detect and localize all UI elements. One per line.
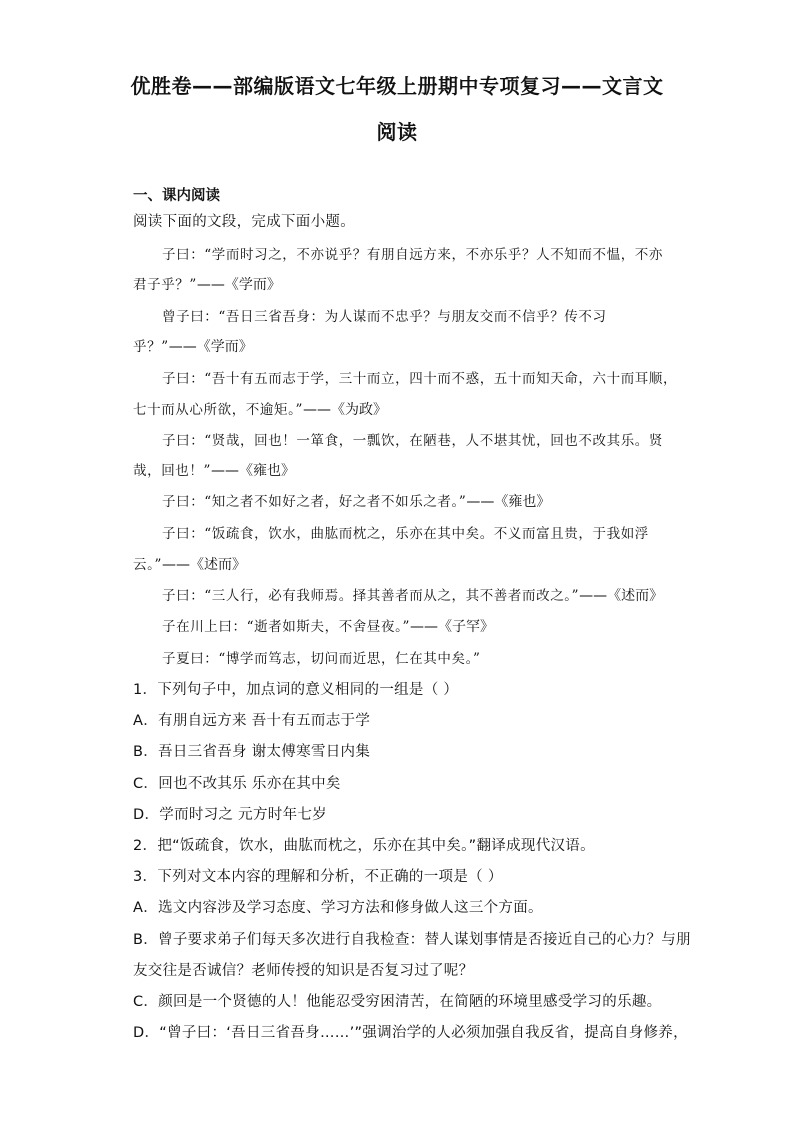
question-2-stem: 2．把“饭疏食，饮水，曲肱而枕之，乐亦在其中矣。”翻译成现代汉语。 <box>133 838 595 854</box>
passage-9-line-1: 子夏曰：“博学而笃志，切问而近思，仁在其中矣。” <box>162 651 481 667</box>
passage-5-source: ——《雍也》 <box>466 494 551 510</box>
passage-7-source: ——《述而》 <box>579 588 664 604</box>
passage-6-line-1: 子曰：“饭疏食，饮水，曲肱而枕之，乐亦在其中矣。不义而富且贵，于我如浮 <box>162 526 649 542</box>
passage-5-text: 子曰：“知之者不如好之者，好之者不如乐之者。” <box>162 494 467 510</box>
passage-7-line-1 <box>162 587 663 605</box>
passage-4-line-1: 子曰：“贤哉，回也！一箪食，一瓢饮，在陋巷，人不堪其忧，回也不改其乐。贤 <box>162 433 664 449</box>
question-3-option-c: C．颜回是一个贤德的人！他能忍受穷困清苦，在简陋的环境里感受学习的乐趣。 <box>133 994 662 1010</box>
question-3-option-b-line-2: 友交往是否诚信？老师传授的知识是否复习过了呢？ <box>133 963 474 979</box>
passage-4-source: ——《雍也》 <box>211 463 296 479</box>
question-3-option-b-line-1: B．曾子要求弟子们每天多次进行自我检查：替人谋划事情是否接近自己的心力？与朋 <box>133 932 691 948</box>
passage-2-text-end: 乎？” <box>133 339 169 355</box>
passage-6-source: ——《述而》 <box>161 557 246 573</box>
passage-6-text-end: 云。” <box>133 557 162 573</box>
question-1-option-d: D．学而时习之 元方时年七岁 <box>133 807 327 823</box>
passage-2-line-2 <box>133 338 253 356</box>
passage-1-line-2 <box>133 276 281 294</box>
question-3-option-d: D．“曾子曰：‘吾日三省吾身……’”强调治学的人必须加强自我反省，提高自身修养， <box>133 1025 688 1041</box>
question-1-option-c: C．回也不改其乐 乐亦在其中矣 <box>133 776 341 792</box>
passage-7-text: 子曰：“三人行，必有我师焉。择其善者而从之，其不善者而改之。” <box>162 588 580 604</box>
passage-1-line-1: 子曰：“学而时习之，不亦说乎？有朋自远方来，不亦乐乎？人不知而不愠，不亦 <box>162 247 664 263</box>
question-1-stem: 1．下列句子中，加点词的意义相同的一组是（ ） <box>133 682 459 698</box>
passage-6-line-2 <box>133 556 246 574</box>
passage-4-text-end: 哉，回也！” <box>133 463 212 479</box>
passage-1-text-end: 君子乎？” <box>133 277 197 293</box>
passage-3-line-1: 子曰：“吾十有五而志于学，三十而立，四十而不惑，五十而知天命，六十而耳顺， <box>162 371 678 387</box>
question-3-option-a: A．选文内容涉及学习态度、学习方法和修身做人这三个方面。 <box>133 900 543 916</box>
passage-3-line-2 <box>133 401 387 419</box>
passage-2-line-1: 曾子曰：“吾日三省吾身：为人谋而不忠乎？与朋友交而不信乎？传不习 <box>162 309 607 325</box>
passage-4-line-2 <box>133 462 295 480</box>
passage-8-text: 子在川上曰：“逝者如斯夫，不舍昼夜。” <box>162 619 410 635</box>
passage-5-line-1 <box>162 493 550 511</box>
document-title-line-1: 优胜卷——部编版语文七年级上册期中专项复习——文言文 <box>130 74 664 98</box>
passage-3-source: ——《为政》 <box>302 402 387 418</box>
passage-3-text-end: 七十而从心所欲，不逾矩。” <box>133 402 303 418</box>
passage-2-source: ——《学而》 <box>168 339 253 355</box>
document-title-line-2: 阅读 <box>376 120 418 144</box>
question-1-option-a: A．有朋自远方来 吾十有五而志于学 <box>133 713 371 729</box>
question-1-option-b: B．吾日三省吾身 谢太傅寒雪日内集 <box>133 744 371 760</box>
instruction-text: 阅读下面的文段，完成下面小题。 <box>133 214 355 230</box>
passage-8-source: ——《子罕》 <box>409 619 494 635</box>
passage-8-line-1 <box>162 618 494 636</box>
question-3-stem: 3．下列对文本内容的理解和分析，不正确的一项是（ ） <box>133 869 503 885</box>
section-heading: 一、课内阅读 <box>133 188 220 204</box>
passage-1-source: ——《学而》 <box>196 277 281 293</box>
